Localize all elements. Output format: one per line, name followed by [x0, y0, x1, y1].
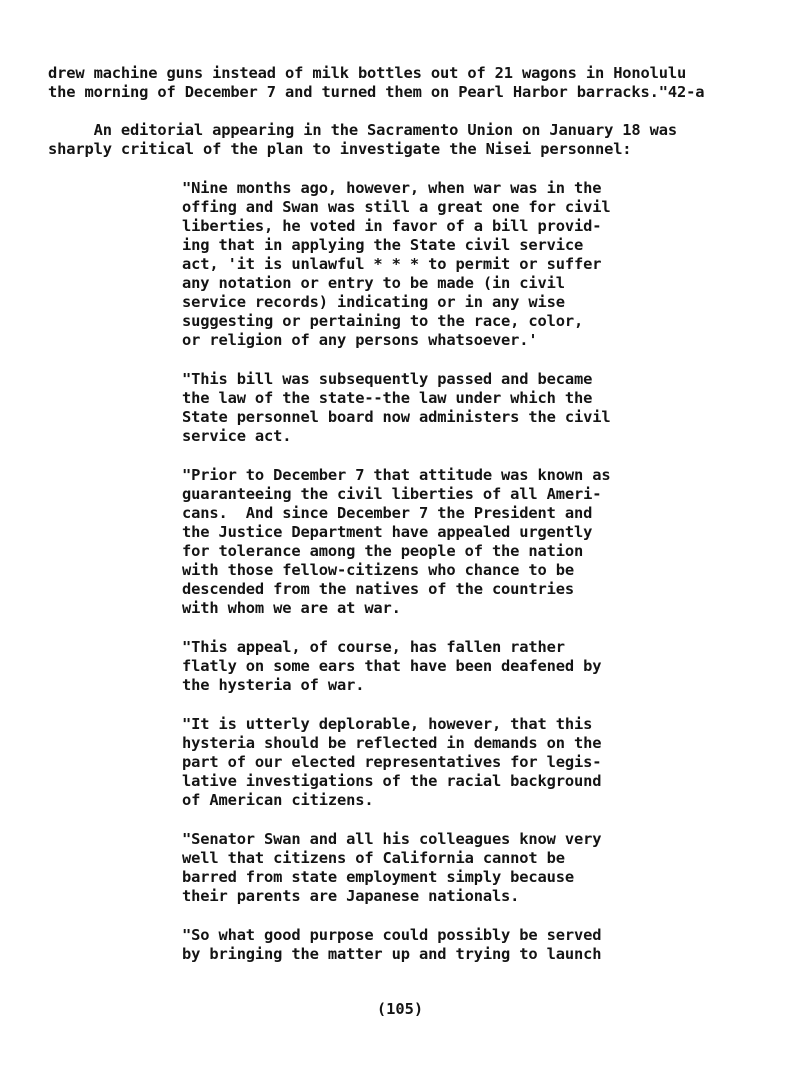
quote-line: their parents are Japanese nationals. [182, 887, 520, 905]
page-number: (105) [376, 1000, 424, 1018]
quote-line: by bringing the matter up and trying to launch [182, 945, 602, 963]
quote-line: ing that in applying the State civil service [182, 236, 584, 254]
quote-line: well that citizens of California cannot be [182, 849, 565, 867]
quote-line: "So what good purpose could possibly be served [182, 926, 602, 944]
quote-line: "Prior to December 7 that attitude was known as [182, 466, 611, 484]
quote-line: liberties, he voted in favor of a bill provid- [182, 217, 602, 235]
quote-line: cans. And since December 7 the President and [182, 504, 593, 522]
quote-line: the law of the state--the law under which the [182, 389, 593, 407]
quote-line: any notation or entry to be made (in civil [182, 274, 565, 292]
quote-line: suggesting or pertaining to the race, color, [182, 312, 584, 330]
quote-line: "Nine months ago, however, when war was in the [182, 179, 602, 197]
quote-line: the Justice Department have appealed urgently [182, 523, 593, 541]
quote-line: State personnel board now administers the civil [182, 408, 611, 426]
quote-line: "Senator Swan and all his colleagues know very [182, 830, 602, 848]
opening-line-1: drew machine guns instead of milk bottles out of 21 wagons in Honolulu [48, 64, 687, 82]
opening-line-2: the morning of December 7 and turned them on Pearl Harbor barracks."42-a [48, 83, 705, 101]
quote-line: act, 'it is unlawful * * * to permit or suffer [182, 255, 602, 273]
quote-line: the hysteria of war. [182, 676, 365, 694]
quote-line: lative investigations of the racial background [182, 772, 602, 790]
quote-line: service act. [182, 427, 292, 445]
quote-line: "It is utterly deplorable, however, that this [182, 715, 593, 733]
quote-line: with those fellow-citizens who chance to be [182, 561, 574, 579]
quote-line: of American citizens. [182, 791, 374, 809]
quote-line: service records) indicating or in any wise [182, 293, 565, 311]
quote-line: descended from the natives of the countries [182, 580, 574, 598]
quote-line: "This appeal, of course, has fallen rather [182, 638, 565, 656]
quote-line: "This bill was subsequently passed and became [182, 370, 593, 388]
quote-line: guaranteeing the civil liberties of all Ameri- [182, 485, 602, 503]
quote-line: hysteria should be reflected in demands on the [182, 734, 602, 752]
quote-line: with whom we are at war. [182, 599, 401, 617]
quote-line: part of our elected representatives for legis- [182, 753, 602, 771]
quote-line: barred from state employment simply because [182, 868, 574, 886]
quote-line: for tolerance among the people of the nation [182, 542, 584, 560]
quote-line: flatly on some ears that have been deafened by [182, 657, 602, 675]
quote-line: offing and Swan was still a great one for civil [182, 198, 611, 216]
quote-line: or religion of any persons whatsoever.' [182, 331, 538, 349]
intro-line-2: sharply critical of the plan to investigate the Nisei personnel: [48, 140, 632, 158]
intro-line-1: An editorial appearing in the Sacramento Union on January 18 was [48, 121, 678, 139]
